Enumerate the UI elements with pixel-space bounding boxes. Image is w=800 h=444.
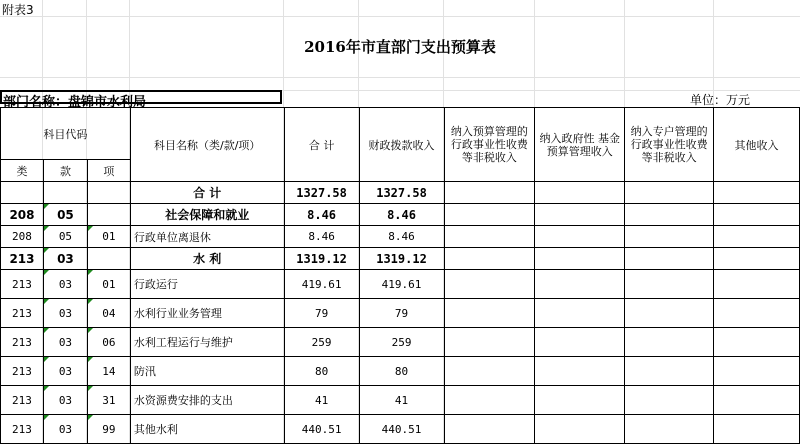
- cell-kuan-text: 05: [57, 207, 74, 222]
- sheet-tag: 附表3: [2, 3, 34, 17]
- cell-fiscal[interactable]: [359, 299, 444, 328]
- cell-budget-mgmt[interactable]: [444, 328, 535, 357]
- header-special-mgmt[interactable]: [625, 108, 714, 182]
- cell-total[interactable]: [284, 204, 359, 226]
- header-gov-fund[interactable]: [535, 108, 625, 182]
- cell-name-text: 水利工程运行与维护: [133, 336, 233, 349]
- cell-total-text: 80: [314, 364, 329, 378]
- cell-total-text: 1319.12: [296, 251, 347, 266]
- table-row: [1, 226, 800, 248]
- cell-total-text: 440.51: [301, 422, 342, 436]
- cell-gov-fund[interactable]: [535, 357, 625, 386]
- header-kuan[interactable]: 款: [43, 160, 87, 182]
- cell-special-mgmt[interactable]: [625, 386, 714, 415]
- cell-total[interactable]: [284, 248, 359, 270]
- page-title: 2016年市直部门支出预算表: [304, 38, 496, 56]
- cell-kuan[interactable]: [43, 248, 87, 270]
- table-row: [1, 270, 800, 299]
- cell-kuan-text: 03: [58, 364, 73, 378]
- cell-name[interactable]: [130, 270, 284, 299]
- cell-other[interactable]: [714, 328, 800, 357]
- cell-fiscal[interactable]: [359, 357, 444, 386]
- cell-xiang-text: 01: [102, 230, 116, 243]
- cell-gov-fund[interactable]: [535, 182, 625, 204]
- cell-kuan-text: 03: [58, 277, 73, 291]
- cell-error-indicator-icon: [88, 270, 93, 275]
- header-budget-mgmt-text: 纳入预算管理的行政事业性收费等非税收入: [450, 125, 528, 164]
- cell-name[interactable]: [130, 357, 284, 386]
- cell-lei-text: 213: [12, 335, 32, 349]
- table-row: [1, 248, 800, 270]
- cell-special-mgmt[interactable]: [625, 328, 714, 357]
- cell-name-text: 防汛: [133, 365, 156, 378]
- cell-name[interactable]: [130, 386, 284, 415]
- cell-special-mgmt[interactable]: [625, 204, 714, 226]
- table-row: [1, 328, 800, 357]
- cell-other[interactable]: [714, 270, 800, 299]
- cell-xiang[interactable]: [87, 415, 130, 444]
- cell-xiang[interactable]: [87, 328, 130, 357]
- cell-error-indicator-icon: [44, 386, 49, 391]
- cell-error-indicator-icon: [88, 386, 93, 391]
- cell-total[interactable]: [284, 270, 359, 299]
- cell-error-indicator-icon: [44, 226, 49, 231]
- cell-xiang[interactable]: [87, 357, 130, 386]
- cell-budget-mgmt[interactable]: [444, 182, 535, 204]
- department-name: 部门名称：盘锦市水利局: [3, 95, 147, 110]
- cell-lei[interactable]: [1, 415, 44, 444]
- cell-name-text: 水 利: [193, 252, 222, 266]
- cell-special-mgmt[interactable]: [625, 357, 714, 386]
- cell-fiscal[interactable]: [359, 204, 444, 226]
- cell-total[interactable]: [284, 357, 359, 386]
- cell-error-indicator-icon: [88, 299, 93, 304]
- cell-error-indicator-icon: [44, 415, 49, 420]
- cell-total[interactable]: [284, 328, 359, 357]
- cell-error-indicator-icon: [44, 299, 49, 304]
- cell-fiscal-text: 41: [394, 393, 409, 407]
- cell-name-text: 水资源费安排的支出: [133, 394, 233, 407]
- cell-other[interactable]: [714, 226, 800, 248]
- cell-other[interactable]: [714, 415, 800, 444]
- cell-name-text: 合 计: [193, 186, 222, 200]
- cell-other[interactable]: [714, 248, 800, 270]
- cell-lei-text: 213: [12, 422, 32, 436]
- cell-kuan-text: 03: [58, 335, 73, 349]
- cell-name[interactable]: [130, 248, 284, 270]
- cell-other[interactable]: [714, 357, 800, 386]
- cell-total-text: 79: [314, 306, 329, 320]
- cell-lei-text: 213: [12, 364, 32, 378]
- cell-lei[interactable]: [1, 248, 44, 270]
- cell-error-indicator-icon: [44, 204, 49, 209]
- cell-kuan[interactable]: [43, 182, 87, 204]
- cell-fiscal[interactable]: [359, 248, 444, 270]
- cell-gov-fund[interactable]: [535, 386, 625, 415]
- cell-name[interactable]: [130, 182, 284, 204]
- cell-special-mgmt[interactable]: [625, 226, 714, 248]
- cell-xiang-text: 04: [102, 306, 116, 320]
- cell-fiscal[interactable]: [359, 226, 444, 248]
- cell-xiang-text: 14: [102, 364, 116, 378]
- cell-fiscal[interactable]: [359, 386, 444, 415]
- budget-table: [0, 107, 800, 444]
- cell-kuan-text: 03: [57, 251, 74, 266]
- cell-error-indicator-icon: [44, 328, 49, 333]
- cell-xiang[interactable]: [87, 386, 130, 415]
- cell-name[interactable]: [130, 204, 284, 226]
- cell-error-indicator-icon: [88, 328, 93, 333]
- cell-xiang[interactable]: [87, 182, 130, 204]
- cell-fiscal[interactable]: [359, 270, 444, 299]
- table-row: [1, 386, 800, 415]
- cell-error-indicator-icon: [88, 357, 93, 362]
- cell-gov-fund[interactable]: [535, 415, 625, 444]
- cell-total[interactable]: [284, 226, 359, 248]
- cell-gov-fund[interactable]: [535, 328, 625, 357]
- cell-xiang-text: 01: [102, 277, 116, 291]
- cell-kuan[interactable]: [43, 204, 87, 226]
- unit-label: 单位：万元: [690, 93, 751, 107]
- cell-gov-fund[interactable]: [535, 270, 625, 299]
- cell-other[interactable]: [714, 204, 800, 226]
- cell-lei[interactable]: [1, 226, 44, 248]
- cell-xiang[interactable]: [87, 270, 130, 299]
- cell-fiscal[interactable]: [359, 415, 444, 444]
- cell-fiscal-text: 1327.58: [376, 185, 427, 200]
- cell-lei[interactable]: [1, 299, 44, 328]
- cell-lei[interactable]: [1, 328, 44, 357]
- cell-budget-mgmt[interactable]: [444, 415, 535, 444]
- cell-special-mgmt[interactable]: [625, 270, 714, 299]
- cell-total[interactable]: [284, 386, 359, 415]
- cell-name[interactable]: [130, 226, 284, 248]
- cell-total-text: 1327.58: [296, 185, 347, 200]
- cell-total-text: 8.46: [307, 207, 337, 222]
- table-row: [1, 182, 800, 204]
- cell-fiscal-text: 8.46: [388, 230, 415, 243]
- cell-xiang-text: 99: [102, 422, 116, 436]
- cell-budget-mgmt[interactable]: [444, 299, 535, 328]
- cell-xiang-text: 06: [102, 335, 116, 349]
- table-row: [1, 415, 800, 444]
- header-fiscal[interactable]: 财政拨款收入: [359, 108, 444, 182]
- cell-lei-text: 208: [12, 230, 32, 243]
- table-body: [1, 182, 800, 444]
- table-row: [1, 204, 800, 226]
- cell-lei[interactable]: [1, 270, 44, 299]
- cell-special-mgmt[interactable]: [625, 182, 714, 204]
- table-row: [1, 299, 800, 328]
- cell-error-indicator-icon: [44, 270, 49, 275]
- cell-budget-mgmt[interactable]: [444, 386, 535, 415]
- header-other[interactable]: 其他收入: [714, 108, 800, 182]
- cell-fiscal-text: 1319.12: [376, 251, 427, 266]
- cell-special-mgmt[interactable]: [625, 248, 714, 270]
- cell-fiscal[interactable]: [359, 328, 444, 357]
- cell-budget-mgmt[interactable]: [444, 204, 535, 226]
- grid-line: [0, 16, 800, 17]
- cell-total-text: 8.46: [308, 230, 335, 243]
- cell-kuan[interactable]: [43, 386, 87, 415]
- cell-lei[interactable]: [1, 386, 44, 415]
- cell-kuan-text: 03: [58, 306, 73, 320]
- cell-gov-fund[interactable]: [535, 299, 625, 328]
- cell-gov-fund[interactable]: [535, 204, 625, 226]
- grid-line: [0, 77, 800, 78]
- cell-lei-text: 208: [9, 207, 35, 222]
- cell-total[interactable]: [284, 299, 359, 328]
- cell-budget-mgmt[interactable]: [444, 357, 535, 386]
- cell-fiscal-text: 80: [394, 364, 409, 378]
- cell-total[interactable]: [284, 182, 359, 204]
- table-row: [1, 357, 800, 386]
- cell-fiscal[interactable]: [359, 182, 444, 204]
- cell-kuan[interactable]: [43, 226, 87, 248]
- cell-special-mgmt[interactable]: [625, 415, 714, 444]
- cell-fiscal-text: 8.46: [387, 207, 416, 222]
- cell-lei-text: 213: [12, 306, 32, 320]
- cell-budget-mgmt[interactable]: [444, 270, 535, 299]
- cell-total-text: 41: [314, 393, 329, 407]
- cell-kuan[interactable]: [43, 415, 87, 444]
- cell-kuan-text: 03: [58, 422, 73, 436]
- cell-name[interactable]: [130, 328, 284, 357]
- cell-fiscal-text: 79: [394, 306, 409, 320]
- cell-total-text: 259: [311, 335, 332, 349]
- cell-fiscal-text: 440.51: [381, 422, 422, 436]
- cell-other[interactable]: [714, 299, 800, 328]
- cell-kuan-text: 05: [58, 230, 73, 243]
- header-gov-fund-text: 纳入政府性 基金预算管理收入: [539, 131, 621, 158]
- header-name[interactable]: 科目名称（类/款/项）: [130, 108, 284, 182]
- header-special-mgmt-text: 纳入专户管理的行政事业性收费等非税收入: [630, 125, 708, 164]
- header-budget-mgmt[interactable]: [444, 108, 535, 182]
- cell-xiang[interactable]: [87, 248, 130, 270]
- cell-error-indicator-icon: [88, 415, 93, 420]
- cell-name[interactable]: [130, 415, 284, 444]
- cell-xiang[interactable]: [87, 226, 130, 248]
- cell-kuan[interactable]: [43, 270, 87, 299]
- cell-lei-text: 213: [9, 251, 35, 266]
- cell-kuan[interactable]: [43, 299, 87, 328]
- cell-kuan-text: 03: [58, 393, 73, 407]
- cell-lei[interactable]: [1, 357, 44, 386]
- cell-xiang[interactable]: [87, 299, 130, 328]
- cell-lei[interactable]: [1, 182, 44, 204]
- cell-name-text: 其他水利: [133, 423, 178, 436]
- cell-lei-text: 213: [12, 277, 32, 291]
- cell-total[interactable]: [284, 415, 359, 444]
- header-code-group[interactable]: 科目代码: [1, 108, 131, 160]
- cell-name-text: 社会保障和就业: [165, 208, 250, 222]
- cell-error-indicator-icon: [44, 248, 49, 253]
- cell-budget-mgmt[interactable]: [444, 248, 535, 270]
- cell-error-indicator-icon: [44, 357, 49, 362]
- cell-gov-fund[interactable]: [535, 226, 625, 248]
- cell-name-text: 水利行业业务管理: [133, 307, 222, 320]
- cell-name-text: 行政单位离退休: [133, 230, 211, 244]
- cell-kuan[interactable]: [43, 357, 87, 386]
- header-total[interactable]: 合 计: [284, 108, 359, 182]
- header-xiang[interactable]: 项: [87, 160, 130, 182]
- cell-fiscal-text: 259: [391, 335, 412, 349]
- cell-total-text: 419.61: [301, 277, 342, 291]
- cell-lei[interactable]: [1, 204, 44, 226]
- cell-name-text: 行政运行: [133, 278, 178, 291]
- cell-budget-mgmt[interactable]: [444, 226, 535, 248]
- cell-xiang[interactable]: [87, 204, 130, 226]
- header-lei[interactable]: 类: [1, 160, 44, 182]
- cell-other[interactable]: [714, 182, 800, 204]
- cell-lei-text: 213: [12, 393, 32, 407]
- cell-other[interactable]: [714, 386, 800, 415]
- cell-error-indicator-icon: [88, 226, 93, 231]
- cell-xiang-text: 31: [102, 393, 116, 407]
- cell-gov-fund[interactable]: [535, 248, 625, 270]
- cell-name[interactable]: [130, 299, 284, 328]
- cell-fiscal-text: 419.61: [381, 277, 422, 291]
- cell-special-mgmt[interactable]: [625, 299, 714, 328]
- cell-kuan[interactable]: [43, 328, 87, 357]
